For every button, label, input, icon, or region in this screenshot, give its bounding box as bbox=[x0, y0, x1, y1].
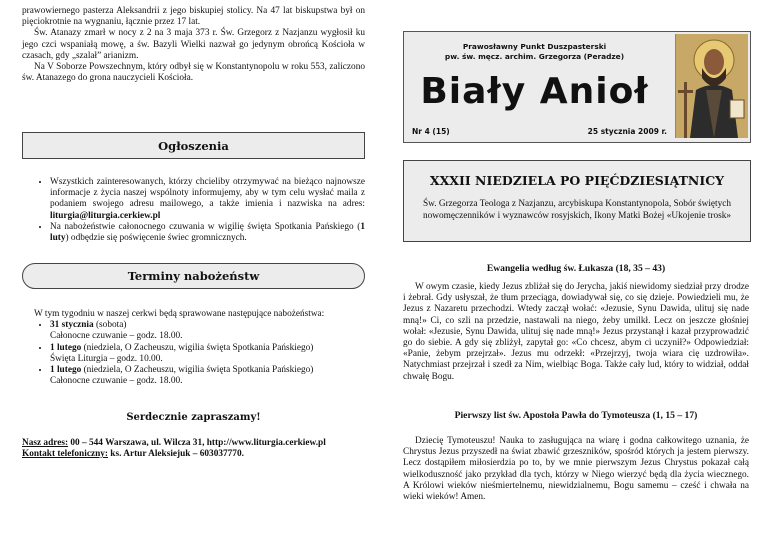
welcome-text: Serdecznie zapraszamy! bbox=[126, 412, 261, 423]
contact-block bbox=[22, 438, 365, 460]
announcement-email-link[interactable]: liturgia@liturgia.cerkiew.pl bbox=[50, 210, 161, 221]
saint-icon-image bbox=[676, 34, 748, 138]
schedule-header: Terminy nabożeństw bbox=[22, 263, 365, 289]
announcement-item: • Wszystkich zainteresowanych, którzy chcieliby otrzymywać na bieżąco najnowsze informacje z życia naszej wspólnoty informujemy, aby w tym celu wysłać maila z podaniem swojego adresu mailowego, a także imienia i nazwiska na adres: liturgia@liturgia.cerkiew.pl bbox=[50, 177, 365, 222]
gospel-section bbox=[403, 282, 749, 383]
epistle-text: Dziecię Tymoteuszu! Nauka to zasługująca na wiarę i godna całkowitego uznania, że Chrystus Jezus przyszedł na świat zbawić grzeszników, spośród których ja jestem pierwszy. Lecz dostąpiłem miłosierdzia po to, by we mnie pierwszym Jezus Chrystus pokazał całą wielkoduszność jako przykład dla tych, którzy w Niego wierzyć będą dla życia wiecznego. A Królowi wieków nieśmiertelnemu, niewidzialnemu, Bogu samemu – cześć i chwała na wieki wieków! Amen. bbox=[403, 436, 749, 503]
intro-paragraph-1: prawowiernego pasterza Aleksandrii z jego biskupiej stolicy. Na 47 lat biskupstwa był on pięciokrotnie na wygnaniu, łącznie przez 17 lat. bbox=[22, 6, 365, 28]
issue-number: Nr 4 (15) bbox=[412, 127, 450, 136]
masthead bbox=[403, 31, 751, 143]
schedule-time: Całonocne czuwanie – godz. 18.00. bbox=[50, 331, 183, 342]
schedule-list bbox=[22, 320, 365, 387]
epistle-section bbox=[403, 436, 749, 503]
schedule-intro: W tym tygodniu w naszej cerkwi będą sprawowane następujące nabożeństwa: bbox=[34, 309, 325, 319]
schedule-item: • 1 lutego (niedziela, O Zacheuszu, wigilia święta Spotkania Pańskiego) Całonocne czuwanie – godz. 18.00. bbox=[50, 365, 365, 387]
sunday-saints: Św. Grzegorza Teologa z Nazjanzu, arcybiskupa Konstantynopola, Sobór świętych nowomęczenników i wyznawców rosyjskich, Ikony Matki Bożej «Ukojenie trosk» bbox=[422, 199, 732, 221]
sunday-title: XXXII NIEDZIELA PO PIĘĆDZIESIĄTNICY bbox=[429, 173, 725, 188]
gospel-text: W owym czasie, kiedy Jezus zbliżał się do Jerycha, jakiś niewidomy siedział przy drodze i żebrał. Gdy usłyszał, że tłum przeciąga, dowiadywał się, co się dzieje. Powiedzieli mu, że Jezus z Nazaretu przechodzi. Wtedy zaczął wołać: «Jezusie, Synu Dawida, ulituj się nade mną!» Ci, co szli na przedzie, nastawali na niego, żeby umilkł. Lecz on jeszcze głośniej wołał: «Jezusie, Synu Dawida, ulituj się nade mną!» Jezus przystanął i kazał przyprowadzić go do siebie. A gdy się zbliżył, zapytał go: «Co chcesz, abym ci uczynił?» Odpowiedział: «Panie, żebym przejrzał». Jezus mu odrzekł: «Przejrzyj, twoja wiara cię uzdrowiła». Natychmiast przejrzał i szedł za Nim, wielbiąc Boga. Także cały lud, który to widział, oddał chwałę Bogu. bbox=[403, 282, 749, 382]
announcements-list bbox=[22, 177, 365, 244]
gospel-title: Ewangelia według św. Łukasza (18, 35 – 43) bbox=[486, 263, 666, 274]
saint-icon bbox=[675, 34, 748, 138]
announcements-header: Ogłoszenia bbox=[22, 132, 365, 159]
intro-paragraph-3: Na V Soborze Powszechnym, który odbył się w Konstantynopolu w roku 553, zaliczono św. Atanazego do grona nauczycieli Kościoła. bbox=[22, 62, 365, 84]
contact-line: Kontakt telefoniczny: ks. Artur Aleksiejuk – 603037770. bbox=[22, 449, 244, 460]
epistle-title: Pierwszy list św. Apostoła Pawła do Tymoteusza (1, 15 – 17) bbox=[454, 410, 698, 421]
schedule-item: • 31 stycznia (sobota) Całonocne czuwanie – godz. 18.00. bbox=[50, 320, 365, 342]
schedule-item: • 1 lutego (niedziela, O Zacheuszu, wigilia święta Spotkania Pańskiego) Święta Liturgia – godz. 10.00. bbox=[50, 343, 365, 365]
masthead-org: Prawosławny Punkt Duszpasterski pw. św. męcz. archim. Grzegorza (Peradze) bbox=[444, 42, 625, 61]
intro-text bbox=[22, 6, 365, 84]
schedule-section bbox=[22, 309, 365, 387]
sunday-box bbox=[403, 160, 751, 242]
schedule-time: Święta Liturgia – godz. 10.00. bbox=[50, 353, 163, 364]
masthead-title: Biały Anioł bbox=[420, 71, 649, 112]
announcement-item: • Na nabożeństwie całonocnego czuwania w wigilię święta Spotkania Pańskiego (1 luty) odbędzie się poświęcenie świec gromnicznych. bbox=[50, 222, 365, 244]
website-link[interactable]: 00 – 544 Warszawa, ul. Wilcza 31, http://www.liturgia.cerkiew.pl bbox=[68, 438, 326, 448]
schedule-time: Całonocne czuwanie – godz. 18.00. bbox=[50, 376, 183, 387]
intro-paragraph-2: Św. Atanazy zmarł w nocy z 2 na 3 maja 373 r. Św. Grzegorz z Nazjanzu wygłosił ku jego czci wspaniałą mowę, a św. Bazyli Wielki nazwał go jedynym obrońcą Kościoła w czasach, gdy „szalał” arianizm. bbox=[22, 28, 365, 61]
address-line: Nasz adres: 00 – 544 Warszawa, ul. Wilcza 31, http://www.liturgia.cerkiew.pl bbox=[22, 438, 326, 448]
issue-date: 25 stycznia 2009 r. bbox=[587, 127, 667, 136]
